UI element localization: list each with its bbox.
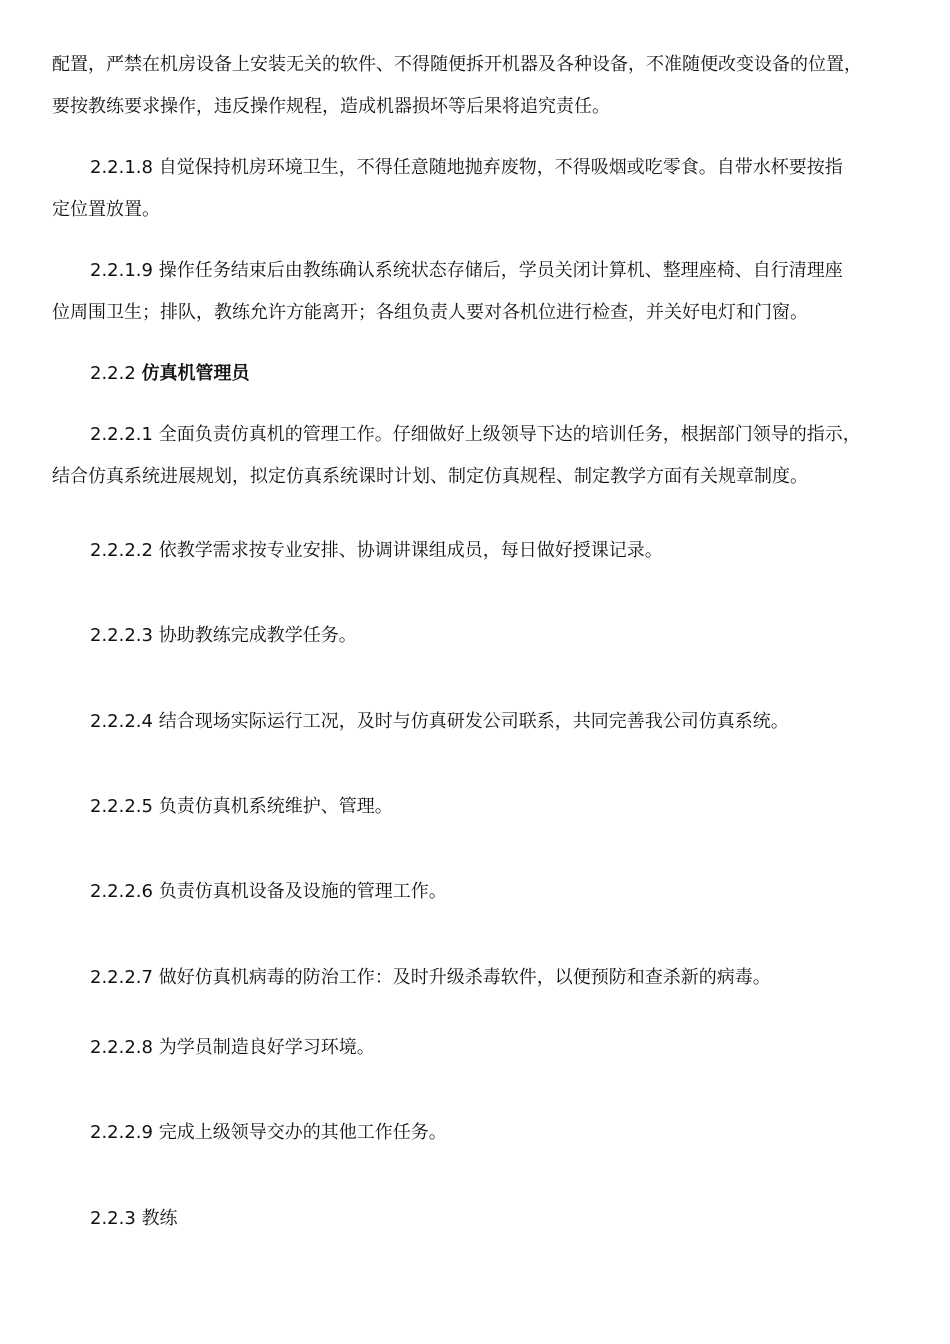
paragraph-line: 结合仿真系统进展规划，拟定仿真系统课时计划、制定仿真规程、制定教学方面有关规章制度。 xyxy=(52,466,808,487)
section-title: 仿真机管理员 xyxy=(141,363,250,384)
section-heading: 2.2.3 教练 xyxy=(90,1208,178,1229)
list-item: 2.2.2.4 结合现场实际运行工况，及时与仿真研发公司联系，共同完善我公司仿真系统。 xyxy=(90,711,789,732)
paragraph-line: 2.2.1.8 自觉保持机房环境卫生，不得任意随地抛弃废物，不得吸烟或吃零食。自带水杯要按指 xyxy=(90,157,843,178)
paragraph-line: 要按教练要求操作，违反操作规程，造成机器损坏等后果将追究责任。 xyxy=(52,96,610,117)
list-item: 2.2.2.3 协助教练完成教学任务。 xyxy=(90,625,357,646)
list-item: 2.2.2.9 完成上级领导交办的其他工作任务。 xyxy=(90,1122,447,1143)
paragraph-line: 位周围卫生；排队，教练允许方能离开；各组负责人要对各机位进行检查，并关好电灯和门窗。 xyxy=(52,302,808,323)
list-item: 2.2.2.7 做好仿真机病毒的防治工作：及时升级杀毒软件，以便预防和查杀新的病毒。 xyxy=(90,967,771,988)
paragraph-line: 2.2.2.1 全面负责仿真机的管理工作。仔细做好上级领导下达的培训任务，根据部门领导的指示， xyxy=(90,424,861,445)
list-item: 2.2.2.5 负责仿真机系统维护、管理。 xyxy=(90,796,393,817)
list-item: 2.2.2.6 负责仿真机设备及设施的管理工作。 xyxy=(90,881,447,902)
paragraph-line: 配置，严禁在机房设备上安装无关的软件、不得随便拆开机器及各种设备，不准随便改变设备的位置， xyxy=(52,54,862,75)
paragraph-line: 2.2.1.9 操作任务结束后由教练确认系统状态存储后，学员关闭计算机、整理座椅、自行清理座 xyxy=(90,260,843,281)
section-heading xyxy=(52,361,250,387)
list-item: 2.2.2.2 依教学需求按专业安排、协调讲课组成员，每日做好授课记录。 xyxy=(90,540,663,561)
paragraph-line: 定位置放置。 xyxy=(52,199,160,220)
list-item: 2.2.2.8 为学员制造良好学习环境。 xyxy=(90,1037,375,1058)
section-number: 2.2.2 xyxy=(90,363,142,384)
